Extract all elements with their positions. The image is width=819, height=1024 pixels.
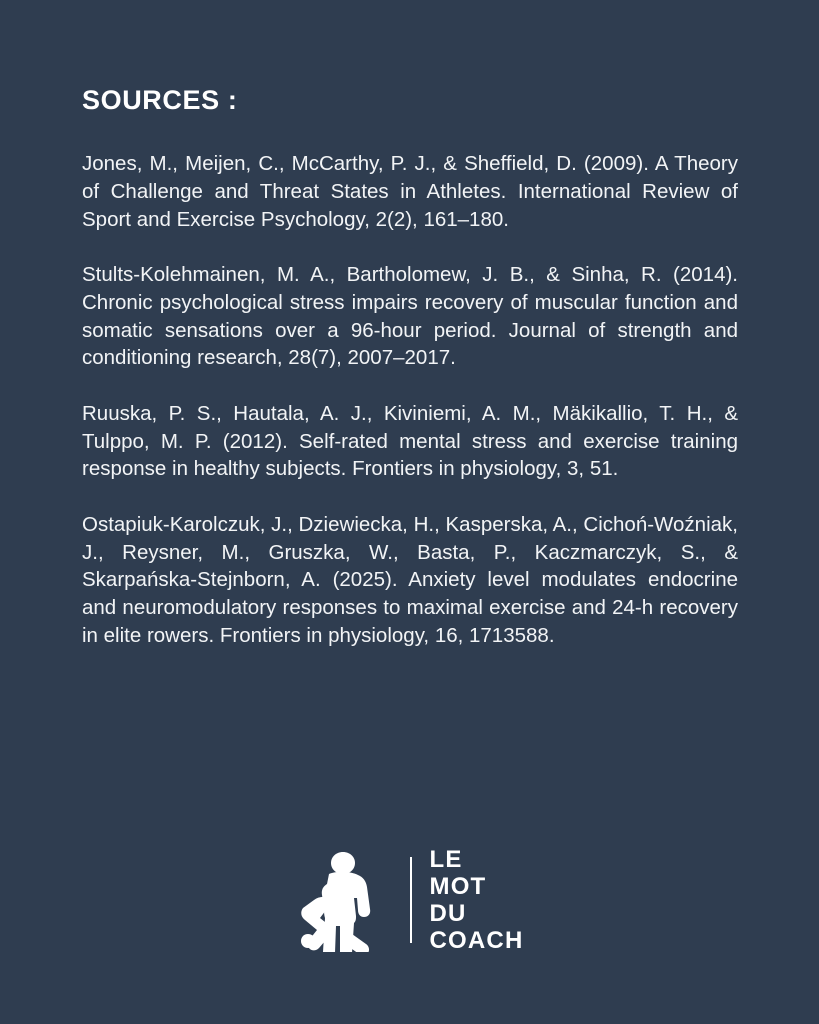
logo-line-2: MOT xyxy=(429,872,487,900)
sources-block xyxy=(82,84,738,649)
reference-item: Jones, M., Meijen, C., McCarthy, P. J., & Sheffield, D. (2009). A Theory of Challenge and Threat States in Athletes. International Review of Sport and Exercise Psychology, 2(2), 161–180. xyxy=(82,152,738,231)
logo-line-4: COACH xyxy=(429,926,524,954)
reference-item: Stults-Kolehmainen, M. A., Bartholomew, J. B., & Sinha, R. (2014). Chronic psychological stress impairs recovery of muscular function and somatic sensations over a 96-hour period. Journal of strength and conditioning research, 28(7), 2007–2017. xyxy=(82,263,738,370)
logo-line-3: DU xyxy=(429,899,467,927)
logo-wordmark xyxy=(430,846,524,954)
brand-logo xyxy=(0,846,819,954)
logo-divider xyxy=(410,857,412,943)
judo-throw-icon xyxy=(296,848,392,952)
page-title: SOURCES : xyxy=(82,85,238,115)
reference-item: Ruuska, P. S., Hautala, A. J., Kiviniemi, A. M., Mäkikallio, T. H., & Tulppo, M. P. (2012). Self-rated mental stress and exercise training response in healthy subjects. Frontiers in physiology, 3, 51. xyxy=(82,402,738,481)
reference-item: Ostapiuk-Karolczuk, J., Dziewiecka, H., Kasperska, A., Cichoń-Woźniak, J., Reysner, M., Gruszka, W., Basta, P., Kaczmarczyk, S., & Skarpańska-Stejnborn, A. (2025). Anxiety level modulates endocrine and neuromodulatory responses to maximal exercise and 24-h recovery in elite rowers. Frontiers in physiology, 16, 1713588. xyxy=(82,513,738,647)
logo-line-1: LE xyxy=(429,845,463,873)
